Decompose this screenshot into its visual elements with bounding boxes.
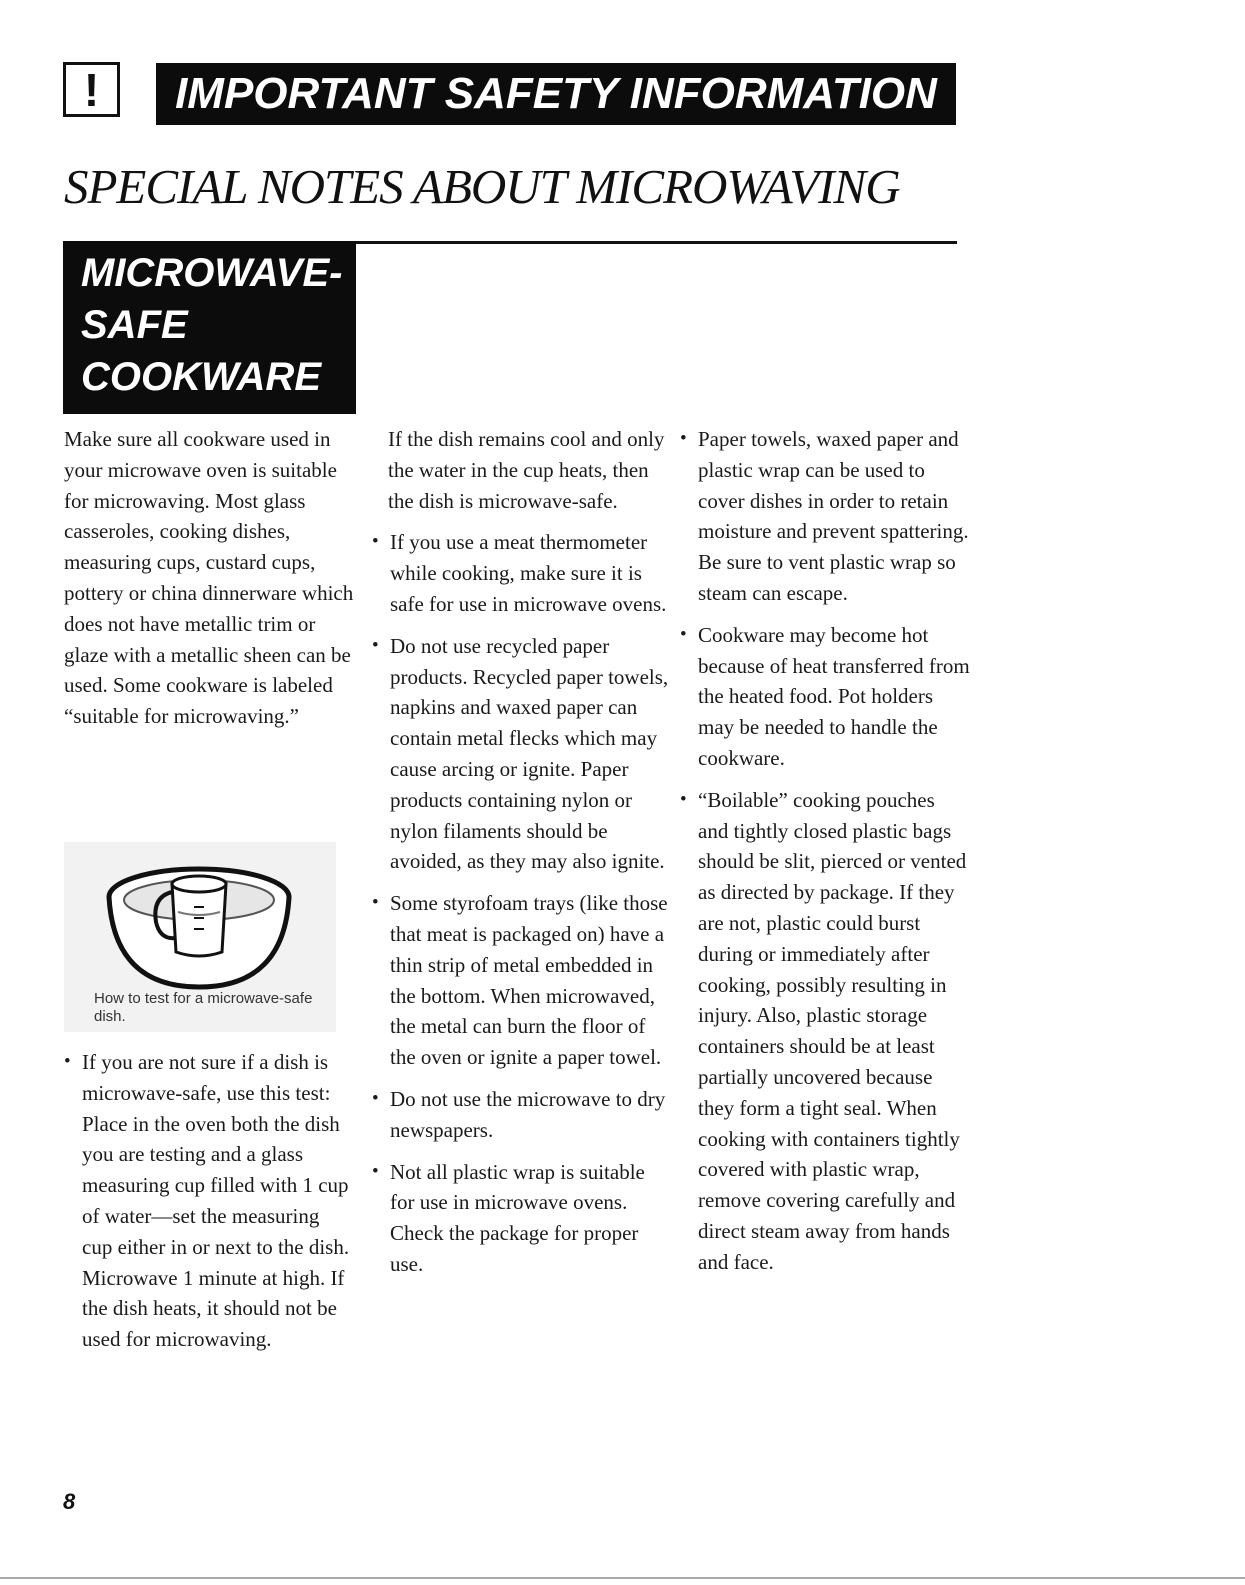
subheading-line-3: COOKWARE xyxy=(81,355,321,399)
column-1 xyxy=(64,424,354,732)
bullet-dot: • xyxy=(680,428,687,449)
bullet-text: Do not use recycled paper products. Recycled paper towels, napkins and waxed paper can contain metal flecks which may cause arcing or ignite. Paper products containing nylon or nylon filaments should be avoided, as they may also ignite. xyxy=(390,633,669,874)
safety-banner xyxy=(156,63,956,125)
bullet-dot: • xyxy=(372,531,379,553)
bullet-dot: • xyxy=(372,1087,379,1109)
bullet-item xyxy=(680,620,970,774)
bullet-text: Not all plastic wrap is suitable for use in microwave ovens. Check the package for proper use. xyxy=(390,1159,645,1276)
bullet-item xyxy=(372,631,672,877)
subheading-line-1: MICROWAVE- xyxy=(81,251,343,295)
subheading-line-2: SAFE xyxy=(81,303,188,347)
bullet-text: If you are not sure if a dish is microwave-safe, use this test: Place in the oven both the dish you are testing and a glass measuring cup filled with 1 cup of water—set the measuring cup either in or next to the dish. Microwave 1 minute at high. If the dish heats, it should not be used for microwaving. xyxy=(82,1050,350,1352)
bullet-text: Paper towels, waxed paper and plastic wrap can be used to cover dishes in order to retain moisture and prevent spattering. Be sure to vent plastic wrap so steam can escape. xyxy=(698,427,969,605)
bullet-dot: • xyxy=(64,1051,71,1072)
column-1-lower xyxy=(64,1047,354,1355)
column-3 xyxy=(680,424,970,1278)
page-bottom-edge xyxy=(0,1577,1245,1579)
bullet-dot: • xyxy=(372,1160,379,1182)
bullet-item xyxy=(64,1047,354,1355)
bullet-item xyxy=(372,888,672,1073)
microwave-test-figure xyxy=(64,842,336,1032)
intro-paragraph: Make sure all cookware used in your microwave oven is suitable for microwaving. Most glass casseroles, cooking dishes, measuring cups, custard cups, pottery or china dinnerware which does not have metallic trim or glaze with a metallic sheen can be used. Some cookware is labeled “suitable for microwaving.” xyxy=(64,427,354,729)
bullet-item xyxy=(680,424,970,609)
bullet-text: Some styrofoam trays (like those that meat is packaged on) have a thin strip of metal embedded in the bottom. When microwaved, the metal can burn the floor of the oven or ignite a paper towel. xyxy=(390,891,668,1070)
bowl-and-cup-illustration xyxy=(104,852,294,992)
bullet-dot: • xyxy=(680,623,687,645)
column-2 xyxy=(372,424,672,1280)
continuation-paragraph: If the dish remains cool and only the water in the cup heats, then the dish is microwave-safe. xyxy=(388,427,665,513)
bullet-item xyxy=(680,785,970,1278)
warning-icon xyxy=(63,62,120,117)
bullet-dot: • xyxy=(680,788,687,810)
bullet-item xyxy=(372,527,672,619)
bullet-item xyxy=(372,1157,672,1280)
bullet-text: Do not use the microwave to dry newspapers. xyxy=(390,1086,666,1142)
exclamation-symbol: ! xyxy=(83,63,100,116)
bullet-text: “Boilable” cooking pouches and tightly closed plastic bags should be slit, pierced or vented as directed by package. If they are not, plastic could burst during or immediately after cooking, possibly resulting in injury. Also, plastic storage containers should be at least partially uncovered because they form a tight seal. When cooking with containers tightly covered with plastic wrap, remove covering carefully and direct steam away from hands and face. xyxy=(698,787,967,1274)
bullet-text: Cookware may become hot because of heat transferred from the heated food. Pot holders may be needed to handle the cookware. xyxy=(698,622,970,770)
section-title: SPECIAL NOTES ABOUT MICROWAVING xyxy=(64,159,900,214)
bullet-text: If you use a meat thermometer while cooking, make sure it is safe for use in microwave ovens. xyxy=(390,530,667,616)
subheading-block xyxy=(63,241,356,414)
bullet-dot: • xyxy=(372,634,379,656)
banner-title: IMPORTANT SAFETY INFORMATION xyxy=(175,69,937,118)
page-number: 8 xyxy=(63,1489,76,1514)
bullet-item xyxy=(372,1084,672,1146)
bullet-dot: • xyxy=(372,892,379,914)
figure-caption: How to test for a microwave-safe dish. xyxy=(94,990,313,1025)
